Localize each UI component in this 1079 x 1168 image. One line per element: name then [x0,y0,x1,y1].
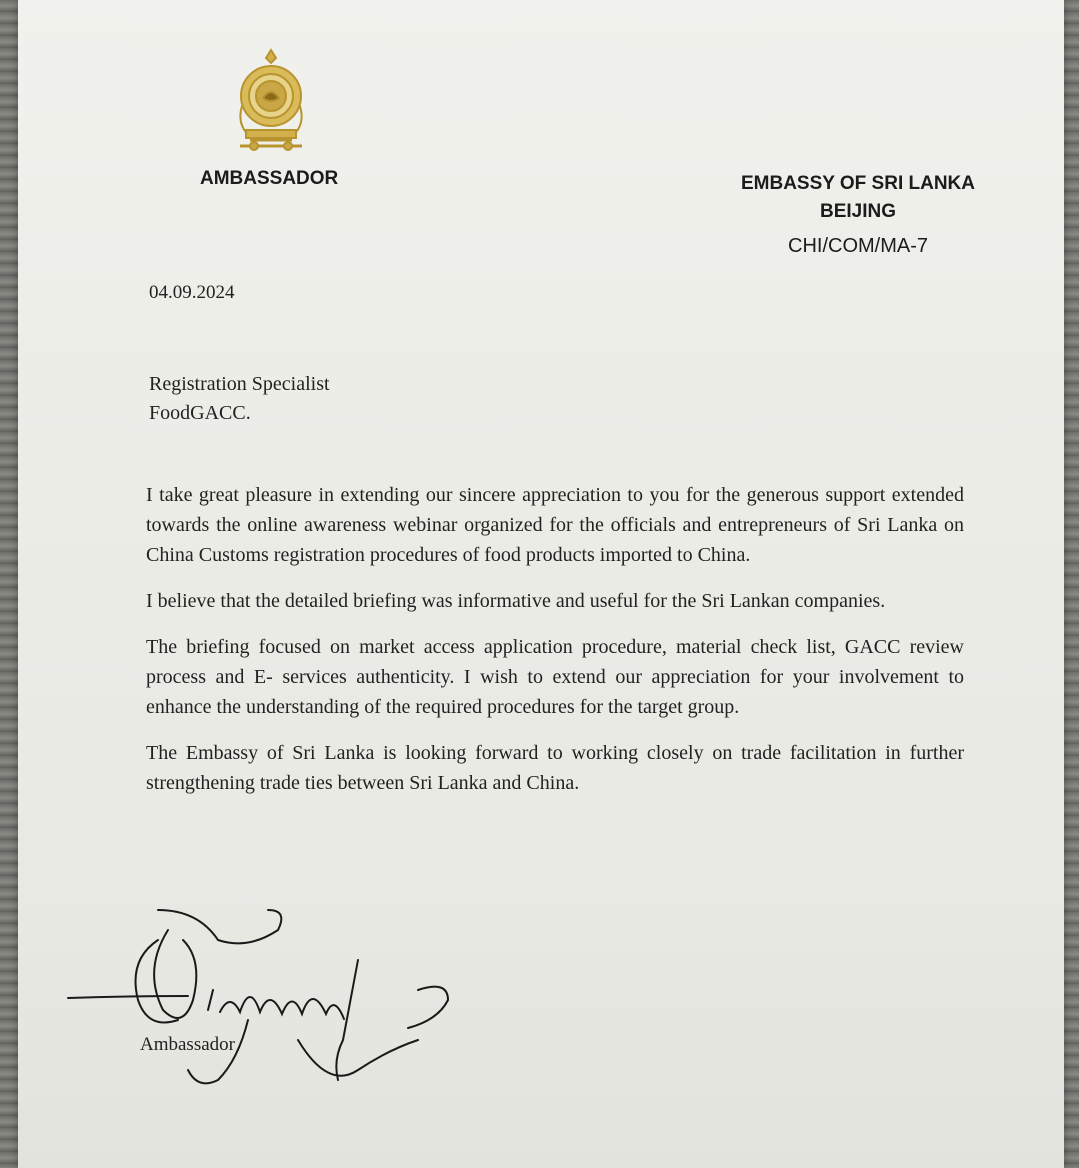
body-paragraph: I take great pleasure in extending our sincere appreciation to you for the generous support extended towards the online awareness webinar organized for the officials and entrepreneurs of Sri Lanka on China Customs registration procedures of food products imported to China. [146,484,964,566]
embassy-city: BEIJING [819,201,897,222]
body-paragraph: The briefing focused on market access application procedure, material check list, GACC review process and E- services authenticity. I wish to extend our appreciation for your involvement to enhance the understanding of the required procedures for the target group. [146,636,964,718]
letter-date: 04.09.2024 [149,282,235,303]
embassy-address-block [718,170,998,260]
recipient-block [149,370,330,428]
recipient-organization: FoodGACC. [149,402,251,424]
embassy-name: EMBASSY OF SRI LANKA [740,173,975,194]
recipient-title: Registration Specialist [149,373,330,395]
sri-lanka-emblem-icon [228,46,314,156]
letter-body [146,480,964,814]
reference-number: CHI/COM/MA-7 [788,235,928,257]
body-paragraph: I believe that the detailed briefing was informative and useful for the Sri Lankan companies. [146,590,886,612]
signatory-title: Ambassador [140,1034,235,1055]
body-paragraph: The Embassy of Sri Lanka is looking forward to working closely on trade facilitation in further strengthening trade ties between Sri Lanka and China. [146,742,964,794]
ambassador-heading: AMBASSADOR [200,168,339,189]
handwritten-signature [58,900,478,1100]
letter-page [18,0,1064,1168]
